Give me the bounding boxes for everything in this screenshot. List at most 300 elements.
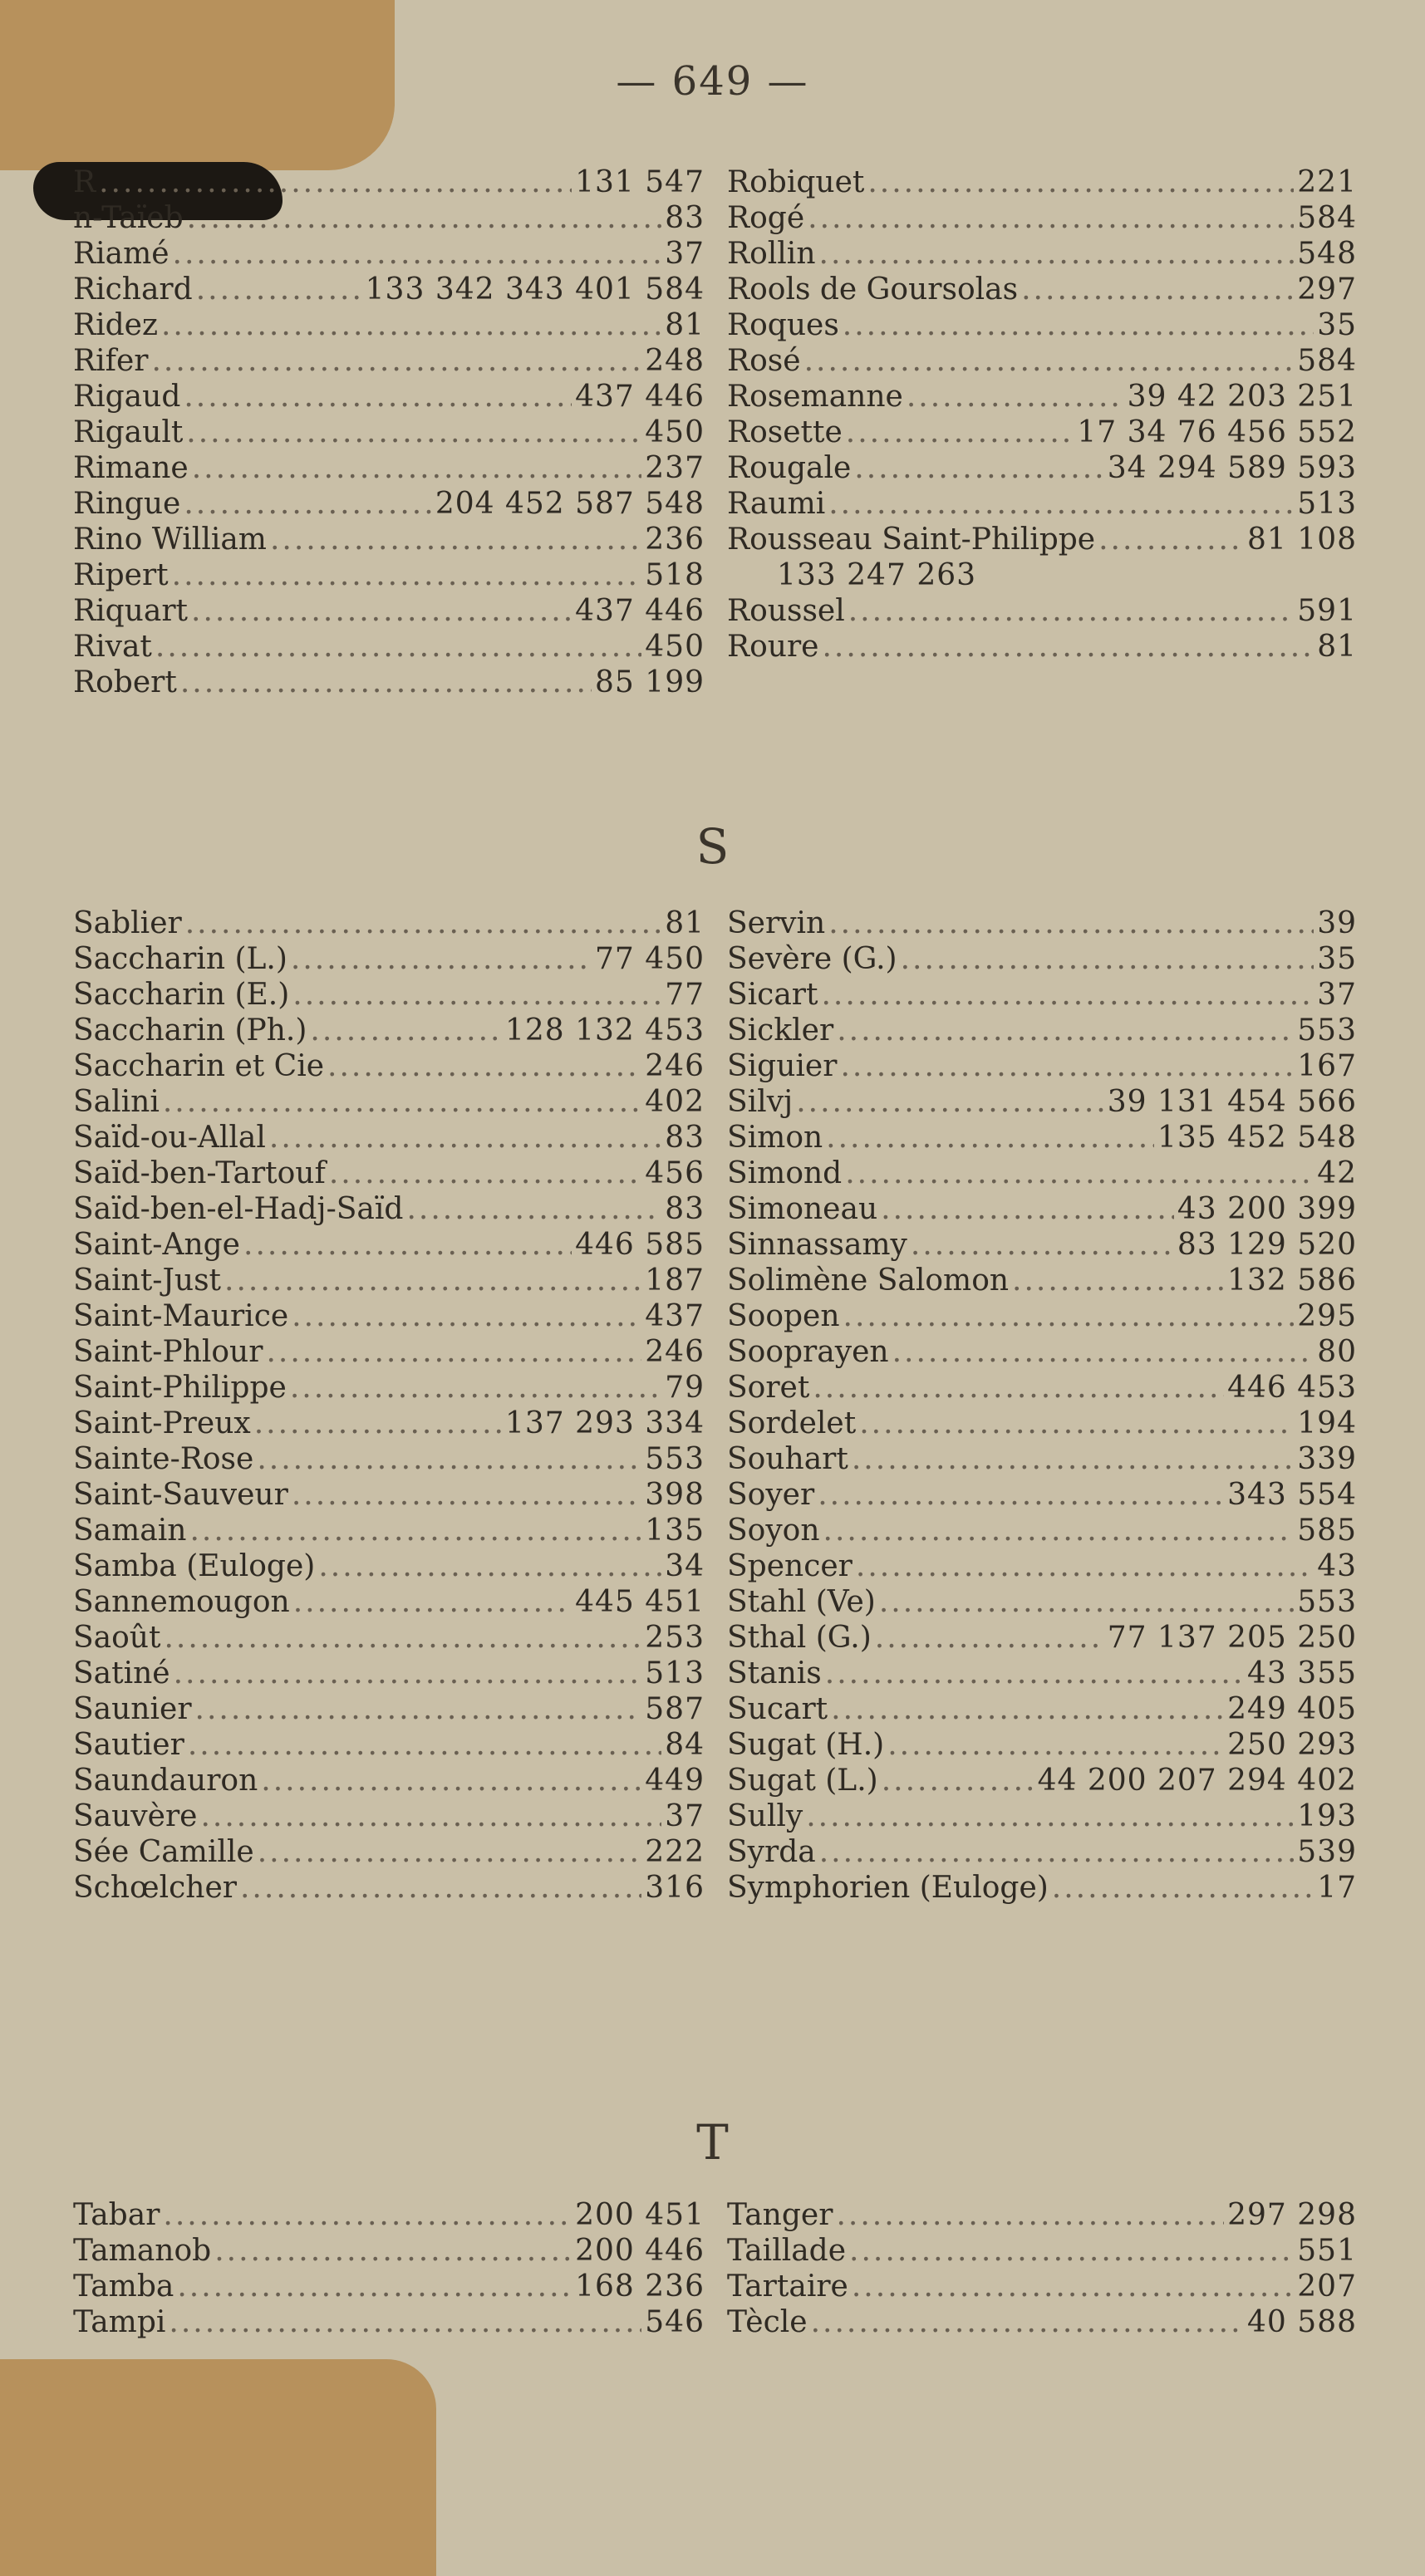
entry-pages: 200 451 <box>575 2198 705 2232</box>
entry-pages: 42 <box>1317 1156 1357 1190</box>
leader-dots <box>1012 1263 1224 1298</box>
index-entry <box>727 1298 1357 1334</box>
entry-name: Sevère (G.) <box>727 942 897 976</box>
index-entry <box>73 1084 705 1120</box>
leader-dots <box>867 164 1294 200</box>
index-entry <box>73 629 705 665</box>
leader-dots <box>257 1441 641 1477</box>
index-entry <box>73 593 705 629</box>
entry-name: Saïd-ben-el-Hadj-Saïd <box>73 1192 404 1226</box>
leader-dots <box>186 415 641 450</box>
entry-pages: 237 <box>645 451 705 485</box>
leader-dots <box>849 2233 1294 2269</box>
leader-dots <box>887 1727 1224 1763</box>
entry-name: Servin <box>727 906 826 940</box>
entry-name: Saccharin (E.) <box>73 978 290 1012</box>
leader-dots <box>184 379 572 415</box>
index-entry <box>727 905 1357 941</box>
index-entry <box>73 1441 705 1477</box>
leader-dots <box>821 977 1314 1013</box>
leader-dots <box>879 1584 1294 1620</box>
leader-dots <box>329 1156 641 1191</box>
entry-pages: 446 585 <box>575 1228 705 1262</box>
entry-name: Sainte-Rose <box>73 1442 254 1476</box>
leader-dots <box>406 1191 661 1227</box>
entry-name: Sinnassamy <box>727 1228 907 1262</box>
entry-pages: 83 <box>665 1192 705 1226</box>
entry-pages: 518 <box>645 558 705 592</box>
leader-dots <box>825 1656 1244 1691</box>
index-entry <box>727 1798 1357 1834</box>
entry-pages: 35 <box>1317 942 1357 976</box>
entry-name: Stanis <box>727 1656 822 1690</box>
leader-dots <box>240 1870 641 1906</box>
entry-pages: 316 <box>645 1871 705 1905</box>
entry-pages: 249 405 <box>1227 1692 1357 1726</box>
entry-pages: 83 <box>665 201 705 235</box>
entry-pages: 246 <box>645 1049 705 1083</box>
entry-name: Sugat (H.) <box>727 1728 885 1762</box>
index-entry <box>73 941 705 977</box>
index-entry <box>727 415 1357 450</box>
leader-dots <box>875 1620 1104 1656</box>
entry-name: Soyon <box>727 1514 820 1548</box>
entry-name: Rousseau Saint-Philippe <box>727 523 1096 557</box>
index-entry <box>73 1298 705 1334</box>
entry-name: Tartaire <box>727 2269 848 2304</box>
entry-name: Rosé <box>727 344 801 378</box>
leader-dots <box>822 629 1314 665</box>
index-entry <box>73 1013 705 1048</box>
index-entry <box>73 1227 705 1263</box>
index-entry <box>73 1370 705 1406</box>
index-entry <box>73 557 705 593</box>
index-entry <box>73 665 705 700</box>
entry-name: Stahl (Ve) <box>727 1585 876 1619</box>
leader-dots <box>819 1834 1295 1870</box>
entry-name: Richard <box>73 272 193 307</box>
entry-pages: 39 <box>1317 906 1357 940</box>
leader-dots <box>1021 272 1294 307</box>
index-column <box>727 164 1357 665</box>
leader-dots <box>881 1191 1174 1227</box>
entry-name: Soyer <box>727 1478 815 1512</box>
entry-pages: 584 <box>1297 201 1357 235</box>
entry-name: Rino William <box>73 523 267 557</box>
entry-name: Sautier <box>73 1728 184 1762</box>
index-entry <box>727 1156 1357 1191</box>
leader-dots <box>169 2304 641 2340</box>
index-entry <box>727 1370 1357 1406</box>
leader-dots <box>327 1048 641 1084</box>
entry-name: Roussel <box>727 594 845 628</box>
entry-pages: 295 <box>1297 1299 1357 1333</box>
index-entry <box>727 1584 1357 1620</box>
entry-pages: 44 200 207 294 402 <box>1037 1764 1357 1798</box>
index-entry <box>727 307 1357 343</box>
entry-pages: 546 <box>645 2305 705 2339</box>
entry-pages: 193 <box>1297 1799 1357 1833</box>
entry-name: Sablier <box>73 906 182 940</box>
index-entry <box>727 1513 1357 1548</box>
leader-dots <box>188 1727 661 1763</box>
leader-dots <box>819 236 1295 272</box>
index-entry <box>73 1548 705 1584</box>
leader-dots <box>269 1120 661 1156</box>
entry-pages: 43 355 <box>1247 1656 1357 1690</box>
entry-name: Symphorien (Euloge) <box>727 1871 1049 1905</box>
leader-dots <box>823 1513 1295 1548</box>
page-number: — 649 — <box>616 58 809 105</box>
entry-pages: 591 <box>1297 594 1357 628</box>
index-entry <box>73 164 705 200</box>
entry-name: Saint-Maurice <box>73 1299 289 1333</box>
leader-dots <box>151 343 641 379</box>
leader-dots <box>292 1477 641 1513</box>
entry-pages: 539 <box>1297 1835 1357 1869</box>
entry-name: Saundauron <box>73 1764 258 1798</box>
leader-dots <box>840 1048 1294 1084</box>
index-entry <box>73 379 705 415</box>
entry-pages: 37 <box>665 237 705 271</box>
index-entry <box>73 486 705 522</box>
index-entry <box>727 2304 1357 2340</box>
paper-stain <box>0 2359 436 2576</box>
entry-name: Sthal (G.) <box>727 1621 872 1655</box>
entry-name: Syrda <box>727 1835 816 1869</box>
leader-dots <box>270 522 641 557</box>
entry-pages: 236 <box>645 523 705 557</box>
entry-name: Tamba <box>73 2269 174 2304</box>
entry-name: Rollin <box>727 237 816 271</box>
index-entry <box>73 1763 705 1798</box>
index-entry <box>73 1727 705 1763</box>
entry-name: Rools de Goursolas <box>727 272 1019 307</box>
leader-dots <box>892 1334 1314 1370</box>
entry-name: Rougale <box>727 451 852 485</box>
leader-dots <box>196 272 362 307</box>
index-entry <box>727 977 1357 1013</box>
entry-pages: 450 <box>645 630 705 664</box>
entry-pages: 79 <box>665 1371 705 1405</box>
leader-dots <box>813 1370 1224 1406</box>
entry-name: Rogé <box>727 201 805 235</box>
entry-pages: 297 <box>1297 272 1357 307</box>
entry-pages: 131 547 <box>575 165 705 199</box>
leader-dots <box>192 450 642 486</box>
leader-dots <box>191 593 572 629</box>
leader-dots <box>155 629 641 665</box>
leader-dots <box>189 1513 641 1548</box>
index-entry <box>73 1620 705 1656</box>
entry-pages: 43 200 399 <box>1177 1192 1357 1226</box>
entry-pages: 449 <box>645 1764 705 1798</box>
entry-name: Simoneau <box>727 1192 878 1226</box>
index-entry <box>727 343 1357 379</box>
entry-name: Sooprayen <box>727 1335 889 1369</box>
index-entry <box>73 2233 705 2269</box>
leader-dots <box>184 486 431 522</box>
leader-dots <box>852 2269 1294 2304</box>
entry-name: Saccharin (L.) <box>73 942 287 976</box>
index-entry <box>727 2233 1357 2269</box>
entry-pages: 135 452 548 <box>1157 1121 1357 1155</box>
entry-pages: 81 108 <box>1247 523 1357 557</box>
leader-dots <box>901 941 1314 977</box>
entry-name: Saïd-ou-Allal <box>73 1121 266 1155</box>
entry-pages: 250 293 <box>1227 1728 1357 1762</box>
entry-name: Simond <box>727 1156 843 1190</box>
leader-dots <box>163 1084 641 1120</box>
index-entry <box>727 1763 1357 1798</box>
index-entry <box>727 1227 1357 1263</box>
index-column <box>73 164 705 700</box>
index-entry <box>73 200 705 236</box>
index-entry <box>73 1584 705 1620</box>
leader-dots <box>254 1406 502 1441</box>
entry-name: Sicart <box>727 978 818 1012</box>
entry-pages: 204 452 587 548 <box>435 487 705 521</box>
entry-name: Rosemanne <box>727 380 903 414</box>
leader-dots <box>291 941 592 977</box>
leader-dots <box>261 1763 641 1798</box>
leader-dots <box>859 1406 1294 1441</box>
index-entry <box>73 2269 705 2304</box>
leader-dots <box>845 1156 1314 1191</box>
entry-name: Tamanob <box>73 2234 212 2268</box>
index-entry <box>73 1798 705 1834</box>
leader-dots <box>907 379 1124 415</box>
index-entry <box>73 1870 705 1906</box>
entry-pages: 34 294 589 593 <box>1107 451 1357 485</box>
entry-pages: 137 293 334 <box>504 1406 705 1440</box>
leader-dots <box>911 1227 1174 1263</box>
entry-pages: 35 <box>1317 308 1357 342</box>
entry-name: Souhart <box>727 1442 848 1476</box>
leader-dots <box>846 415 1074 450</box>
entry-name: Saint-Phlour <box>73 1335 263 1369</box>
index-entry <box>727 1191 1357 1227</box>
entry-pages: 207 <box>1297 2269 1357 2304</box>
index-entry <box>73 1656 705 1691</box>
entry-pages: 437 <box>645 1299 705 1333</box>
entry-name: Saint-Preux <box>73 1406 251 1440</box>
leader-dots <box>843 307 1314 343</box>
entry-pages: 34 <box>665 1549 705 1583</box>
index-column <box>727 2197 1357 2340</box>
leader-dots <box>852 1441 1294 1477</box>
index-entry <box>727 1013 1357 1048</box>
index-entry <box>727 1334 1357 1370</box>
leader-dots <box>180 665 592 700</box>
entry-pages: 551 <box>1297 2234 1357 2268</box>
index-entry <box>727 1656 1357 1691</box>
leader-dots <box>243 1227 572 1263</box>
entry-pages: 83 129 520 <box>1177 1228 1357 1262</box>
entry-pages: 84 <box>665 1728 705 1762</box>
index-entry <box>73 905 705 941</box>
index-entry <box>727 1870 1357 1906</box>
entry-name: Rigault <box>73 415 184 449</box>
index-column <box>727 905 1357 1906</box>
leader-dots <box>804 343 1295 379</box>
leader-dots <box>161 307 661 343</box>
leader-dots <box>856 1548 1314 1584</box>
entry-name: Rivat <box>73 630 152 664</box>
entry-name: Riamé <box>73 237 170 271</box>
leader-dots <box>293 1584 572 1620</box>
index-entry <box>73 977 705 1013</box>
index-entry <box>727 1120 1357 1156</box>
entry-name: Sordelet <box>727 1406 857 1440</box>
entry-continuation: 133 247 263 <box>777 558 977 592</box>
entry-pages: 437 446 <box>575 380 705 414</box>
entry-pages: 221 <box>1297 165 1357 199</box>
entry-pages: 297 298 <box>1227 2198 1357 2232</box>
entry-name: Rifer <box>73 344 149 378</box>
entry-name: Ringue <box>73 487 181 521</box>
index-entry <box>727 486 1357 522</box>
index-entry <box>727 200 1357 236</box>
entry-pages: 80 <box>1317 1335 1357 1369</box>
index-entry <box>727 593 1357 629</box>
entry-pages: 585 <box>1297 1514 1357 1548</box>
entry-pages: 37 <box>1317 978 1357 1012</box>
entry-name: Sée Camille <box>73 1835 254 1869</box>
leader-dots <box>1052 1870 1314 1906</box>
entry-name: Tanger <box>727 2198 833 2232</box>
entry-name: Salini <box>73 1085 160 1119</box>
entry-pages: 168 236 <box>575 2269 705 2304</box>
entry-name: Siguier <box>727 1049 838 1083</box>
entry-pages: 253 <box>645 1621 705 1655</box>
leader-dots <box>266 1334 641 1370</box>
entry-name: Soopen <box>727 1299 840 1333</box>
entry-pages: 553 <box>645 1442 705 1476</box>
index-entry <box>727 1620 1357 1656</box>
entry-pages: 343 554 <box>1227 1478 1357 1512</box>
entry-pages: 553 <box>1297 1585 1357 1619</box>
entry-name: Samain <box>73 1514 187 1548</box>
index-entry <box>727 1548 1357 1584</box>
entry-name: Saint-Sauveur <box>73 1478 288 1512</box>
entry-pages: 133 342 343 401 584 <box>365 272 705 307</box>
index-entry <box>73 2197 705 2233</box>
entry-name: Saint-Ange <box>73 1228 240 1262</box>
entry-pages: 77 137 205 250 <box>1107 1621 1357 1655</box>
leader-dots <box>831 1691 1224 1727</box>
leader-dots <box>1098 522 1244 557</box>
entry-pages: 248 <box>645 344 705 378</box>
entry-name: Saïd-ben-Tartouf <box>73 1156 326 1190</box>
index-entry <box>73 1263 705 1298</box>
leader-dots <box>163 2197 572 2233</box>
index-entry <box>727 1441 1357 1477</box>
index-entry <box>73 272 705 307</box>
entry-pages: 450 <box>645 415 705 449</box>
entry-pages: 402 <box>645 1085 705 1119</box>
leader-dots <box>185 905 661 941</box>
entry-name: Rosette <box>727 415 843 449</box>
entry-name: Silvj <box>727 1085 794 1119</box>
entry-pages: 17 34 76 456 552 <box>1077 415 1357 449</box>
leader-dots <box>828 905 1314 941</box>
leader-dots <box>828 486 1294 522</box>
entry-name: Saint-Philippe <box>73 1371 287 1405</box>
index-entry <box>727 629 1357 665</box>
leader-dots <box>290 1370 661 1406</box>
index-entry <box>73 307 705 343</box>
entry-pages: 39 131 454 566 <box>1107 1085 1357 1119</box>
leader-dots <box>836 2197 1224 2233</box>
index-entry <box>73 1048 705 1084</box>
index-entry <box>727 450 1357 486</box>
entry-pages: 43 <box>1317 1549 1357 1583</box>
index-entry <box>73 450 705 486</box>
entry-name: Tècle <box>727 2305 808 2339</box>
leader-dots <box>174 1656 642 1691</box>
entry-pages: 445 451 <box>575 1585 705 1619</box>
leader-dots <box>310 1013 502 1048</box>
entry-name: Samba (Euloge) <box>73 1549 316 1583</box>
entry-name: Roure <box>727 630 819 664</box>
entry-name: Rimane <box>73 451 189 485</box>
index-entry <box>727 941 1357 977</box>
index-entry <box>73 522 705 557</box>
entry-name: Schœlcher <box>73 1871 237 1905</box>
entry-name: Satiné <box>73 1656 170 1690</box>
entry-name: Saccharin (Ph.) <box>73 1013 307 1048</box>
leader-dots <box>806 1798 1294 1834</box>
index-entry <box>727 2197 1357 2233</box>
leader-dots <box>837 1013 1294 1048</box>
entry-pages: 77 <box>665 978 705 1012</box>
leader-dots <box>177 2269 572 2304</box>
entry-pages: 398 <box>645 1478 705 1512</box>
index-entry <box>73 236 705 272</box>
entry-pages: 135 <box>645 1514 705 1548</box>
entry-name: Riquart <box>73 594 188 628</box>
entry-name: Soret <box>727 1371 810 1405</box>
entry-pages: 40 588 <box>1247 2305 1357 2339</box>
entry-pages: 17 <box>1317 1871 1357 1905</box>
index-entry <box>73 1334 705 1370</box>
entry-name: Sauvère <box>73 1799 198 1833</box>
entry-pages: 513 <box>1297 487 1357 521</box>
entry-pages: 85 199 <box>595 665 705 699</box>
entry-name: Simon <box>727 1121 823 1155</box>
entry-pages: 587 <box>645 1692 705 1726</box>
entry-pages: 456 <box>645 1156 705 1190</box>
entry-name: Ridez <box>73 308 158 342</box>
index-entry <box>727 1263 1357 1298</box>
index-column <box>73 905 705 1906</box>
leader-dots <box>292 1298 641 1334</box>
entry-pages: 187 <box>645 1263 705 1298</box>
index-entry <box>73 415 705 450</box>
leader-dots <box>318 1548 661 1584</box>
entry-name: Rigaud <box>73 380 181 414</box>
leader-dots <box>195 1691 642 1727</box>
index-entry <box>727 1727 1357 1763</box>
leader-dots <box>796 1084 1104 1120</box>
entry-name: Sucart <box>727 1692 828 1726</box>
index-entry <box>73 1406 705 1441</box>
entry-name: Sugat (L.) <box>727 1764 878 1798</box>
index-entry <box>73 1156 705 1191</box>
section-heading-t: T <box>696 2114 729 2171</box>
entry-name: Robert <box>73 665 177 699</box>
